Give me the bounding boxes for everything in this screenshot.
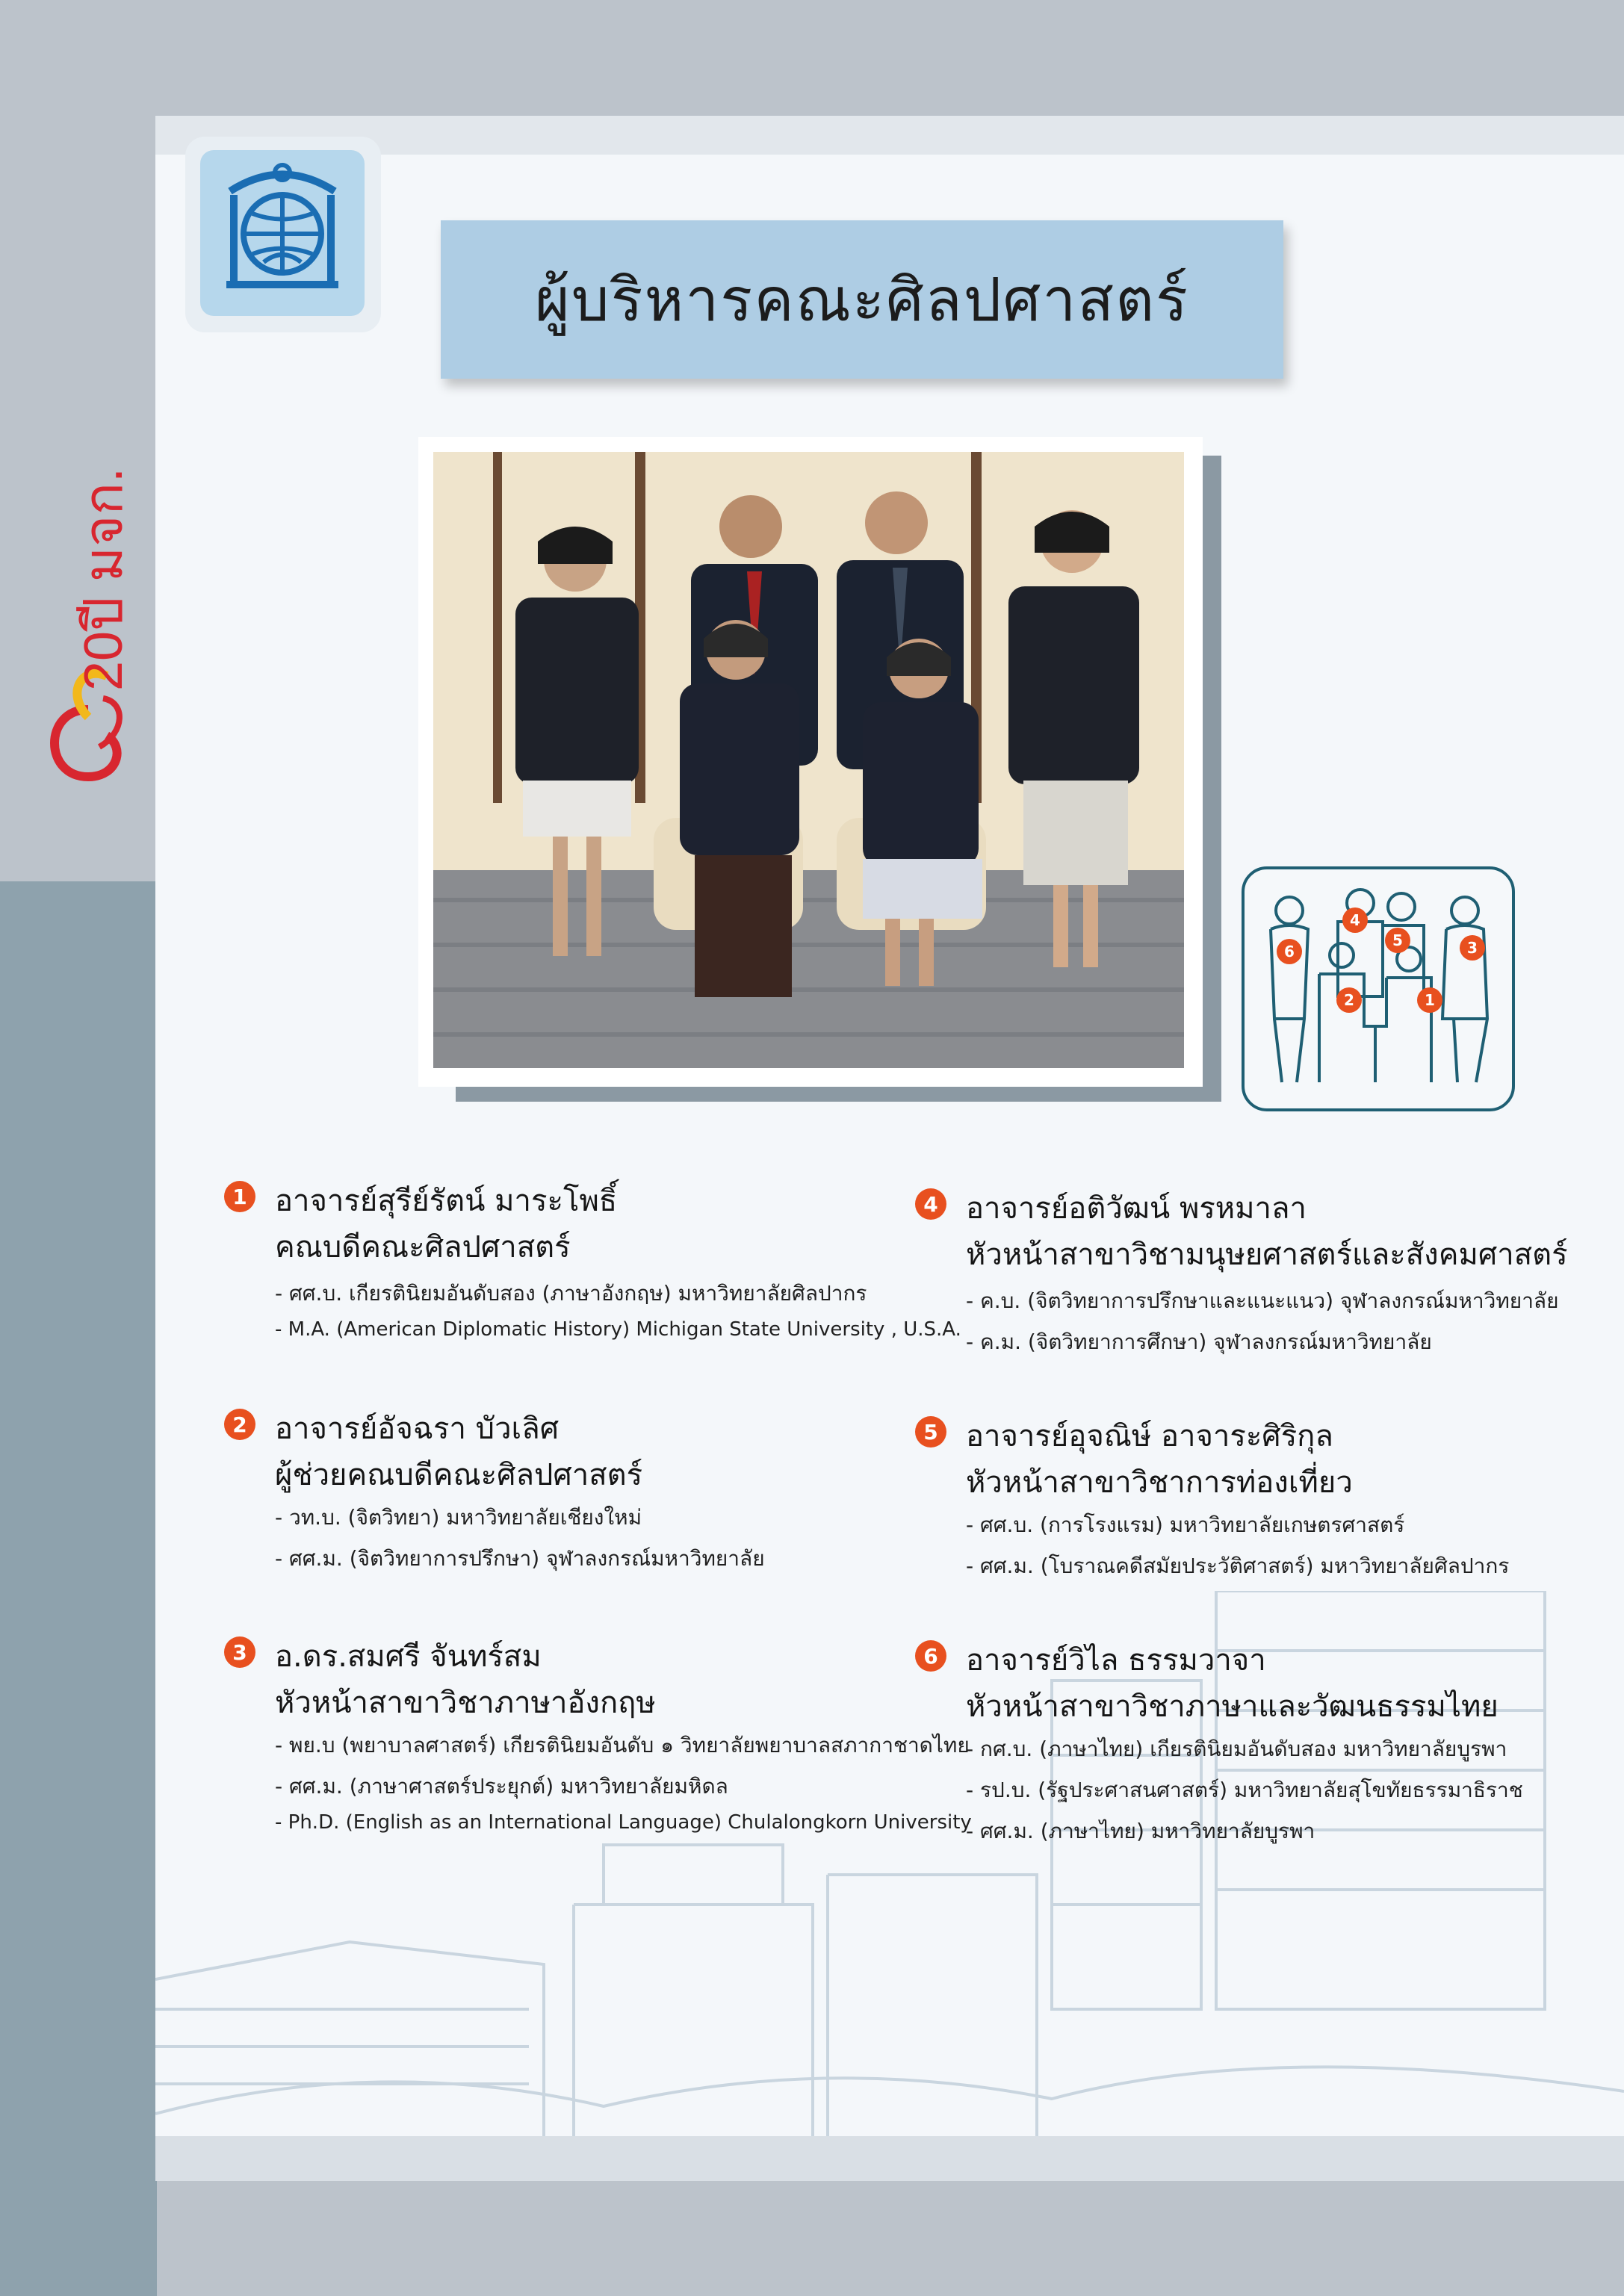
person-degree: - ค.ม. (จิตวิทยาการศึกษา) จุฬาลงกรณ์มหาวิทยาลัย xyxy=(966,1329,1432,1354)
person-name: อาจารย์สุรีย์รัตน์ มาระโพธิ์ xyxy=(275,1184,618,1218)
person-number-badge: 5 xyxy=(915,1416,946,1448)
key-marker-5: 5 xyxy=(1392,931,1403,949)
person-degree: - Ph.D. (English as an International Language) Chulalongkorn University xyxy=(275,1811,972,1834)
group-photo-illustration xyxy=(433,452,1184,1068)
person-role: หัวหน้าสาขาวิชาภาษาและวัฒนธรรมไทย xyxy=(966,1690,1499,1724)
silhouettes-key-icon xyxy=(1245,869,1512,1108)
person-degree: - พย.บ (พยาบาลศาสตร์) เกียรตินิยมอันดับ ๑ วิทยาลัยพยาบาลสภากาชาดไทย xyxy=(275,1733,970,1757)
person-role: ผู้ช่วยคณบดีคณะศิลปศาสตร์ xyxy=(275,1458,643,1492)
person-degree: - ศศ.ม. (จิตวิทยาการปรึกษา) จุฬาลงกรณ์มหาวิทยาลัย xyxy=(275,1546,765,1571)
person-degree: - ศศ.ม. (ภาษาศาสตร์ประยุกต์) มหาวิทยาลัยมหิดล xyxy=(275,1774,728,1799)
person-number-badge: 3 xyxy=(224,1636,255,1668)
person-role: คณบดีคณะศิลปศาสตร์ xyxy=(275,1230,571,1265)
person-degree: - ศศ.บ. เกียรตินิยมอันดับสอง (ภาษาอังกฤษ) มหาวิทยาลัยศิลปากร xyxy=(275,1281,867,1306)
person-number-badge: 6 xyxy=(915,1640,946,1672)
person-role: หัวหน้าสาขาวิชามนุษยศาสตร์และสังคมศาสตร์ xyxy=(966,1238,1568,1272)
person-number-badge: 1 xyxy=(224,1181,255,1212)
person-name: อาจารย์อัจฉรา บัวเลิศ xyxy=(275,1412,560,1446)
globe-book-logo-icon xyxy=(200,150,365,316)
person-degree: - กศ.บ. (ภาษาไทย) เกียรตินิยมอันดับสอง มหาวิทยาลัยบูรพา xyxy=(966,1737,1507,1761)
person-number-badge: 2 xyxy=(224,1409,255,1440)
faculty-logo xyxy=(185,137,381,332)
anniversary-text: 20ปี มจก. xyxy=(74,467,134,691)
person-degree: - ค.บ. (จิตวิทยาการปรึกษาและแนะแนว) จุฬาลงกรณ์มหาวิทยาลัย xyxy=(966,1288,1559,1313)
key-marker-6: 6 xyxy=(1284,943,1295,961)
person-degree: - วท.บ. (จิตวิทยา) มหาวิทยาลัยเชียงใหม่ xyxy=(275,1505,642,1530)
person-name: อ.ดร.สมศรี จันทร์สม xyxy=(275,1639,542,1674)
person-degree: - ศศ.ม. (โบราณคดีสมัยประวัติศาสตร์) มหาวิทยาลัยศิลปากร xyxy=(966,1554,1510,1578)
person-role: หัวหน้าสาขาวิชาการท่องเที่ยว xyxy=(966,1465,1353,1500)
person-name: อาจารย์วิไล ธรรมวาจา xyxy=(966,1643,1266,1678)
person-name: อาจารย์อติวัฒน์ พรหมาลา xyxy=(966,1191,1307,1226)
page-title: ผู้บริหารคณะศิลปศาสตร์ xyxy=(535,264,1189,335)
person-degree: - M.A. (American Diplomatic History) Michigan State University , U.S.A. xyxy=(275,1318,961,1341)
key-marker-3: 3 xyxy=(1467,939,1478,957)
person-name: อาจารย์อุจณิษ์ อาจาระศิริกุล xyxy=(966,1419,1333,1453)
left-decorative-band xyxy=(0,881,157,2296)
person-degree: - ศศ.บ. (การโรงแรม) มหาวิทยาลัยเกษตรศาสตร์ xyxy=(966,1512,1405,1537)
key-marker-2: 2 xyxy=(1344,991,1354,1009)
person-degree: - ศศ.ม. (ภาษาไทย) มหาวิทยาลัยบูรพา xyxy=(966,1819,1315,1843)
key-marker-4: 4 xyxy=(1350,911,1360,929)
position-key xyxy=(1242,866,1515,1111)
person-number-badge: 4 xyxy=(915,1188,946,1220)
key-marker-1: 1 xyxy=(1425,991,1435,1009)
person-role: หัวหน้าสาขาวิชาภาษาอังกฤษ xyxy=(275,1686,656,1720)
person-degree: - รป.บ. (รัฐประศาสนศาสตร์) มหาวิทยาลัยสุโขทัยธรรมาธิราช xyxy=(966,1778,1523,1802)
group-photo xyxy=(433,452,1184,1068)
panel-bottom-shade xyxy=(155,2136,1624,2181)
title-banner xyxy=(441,220,1283,379)
